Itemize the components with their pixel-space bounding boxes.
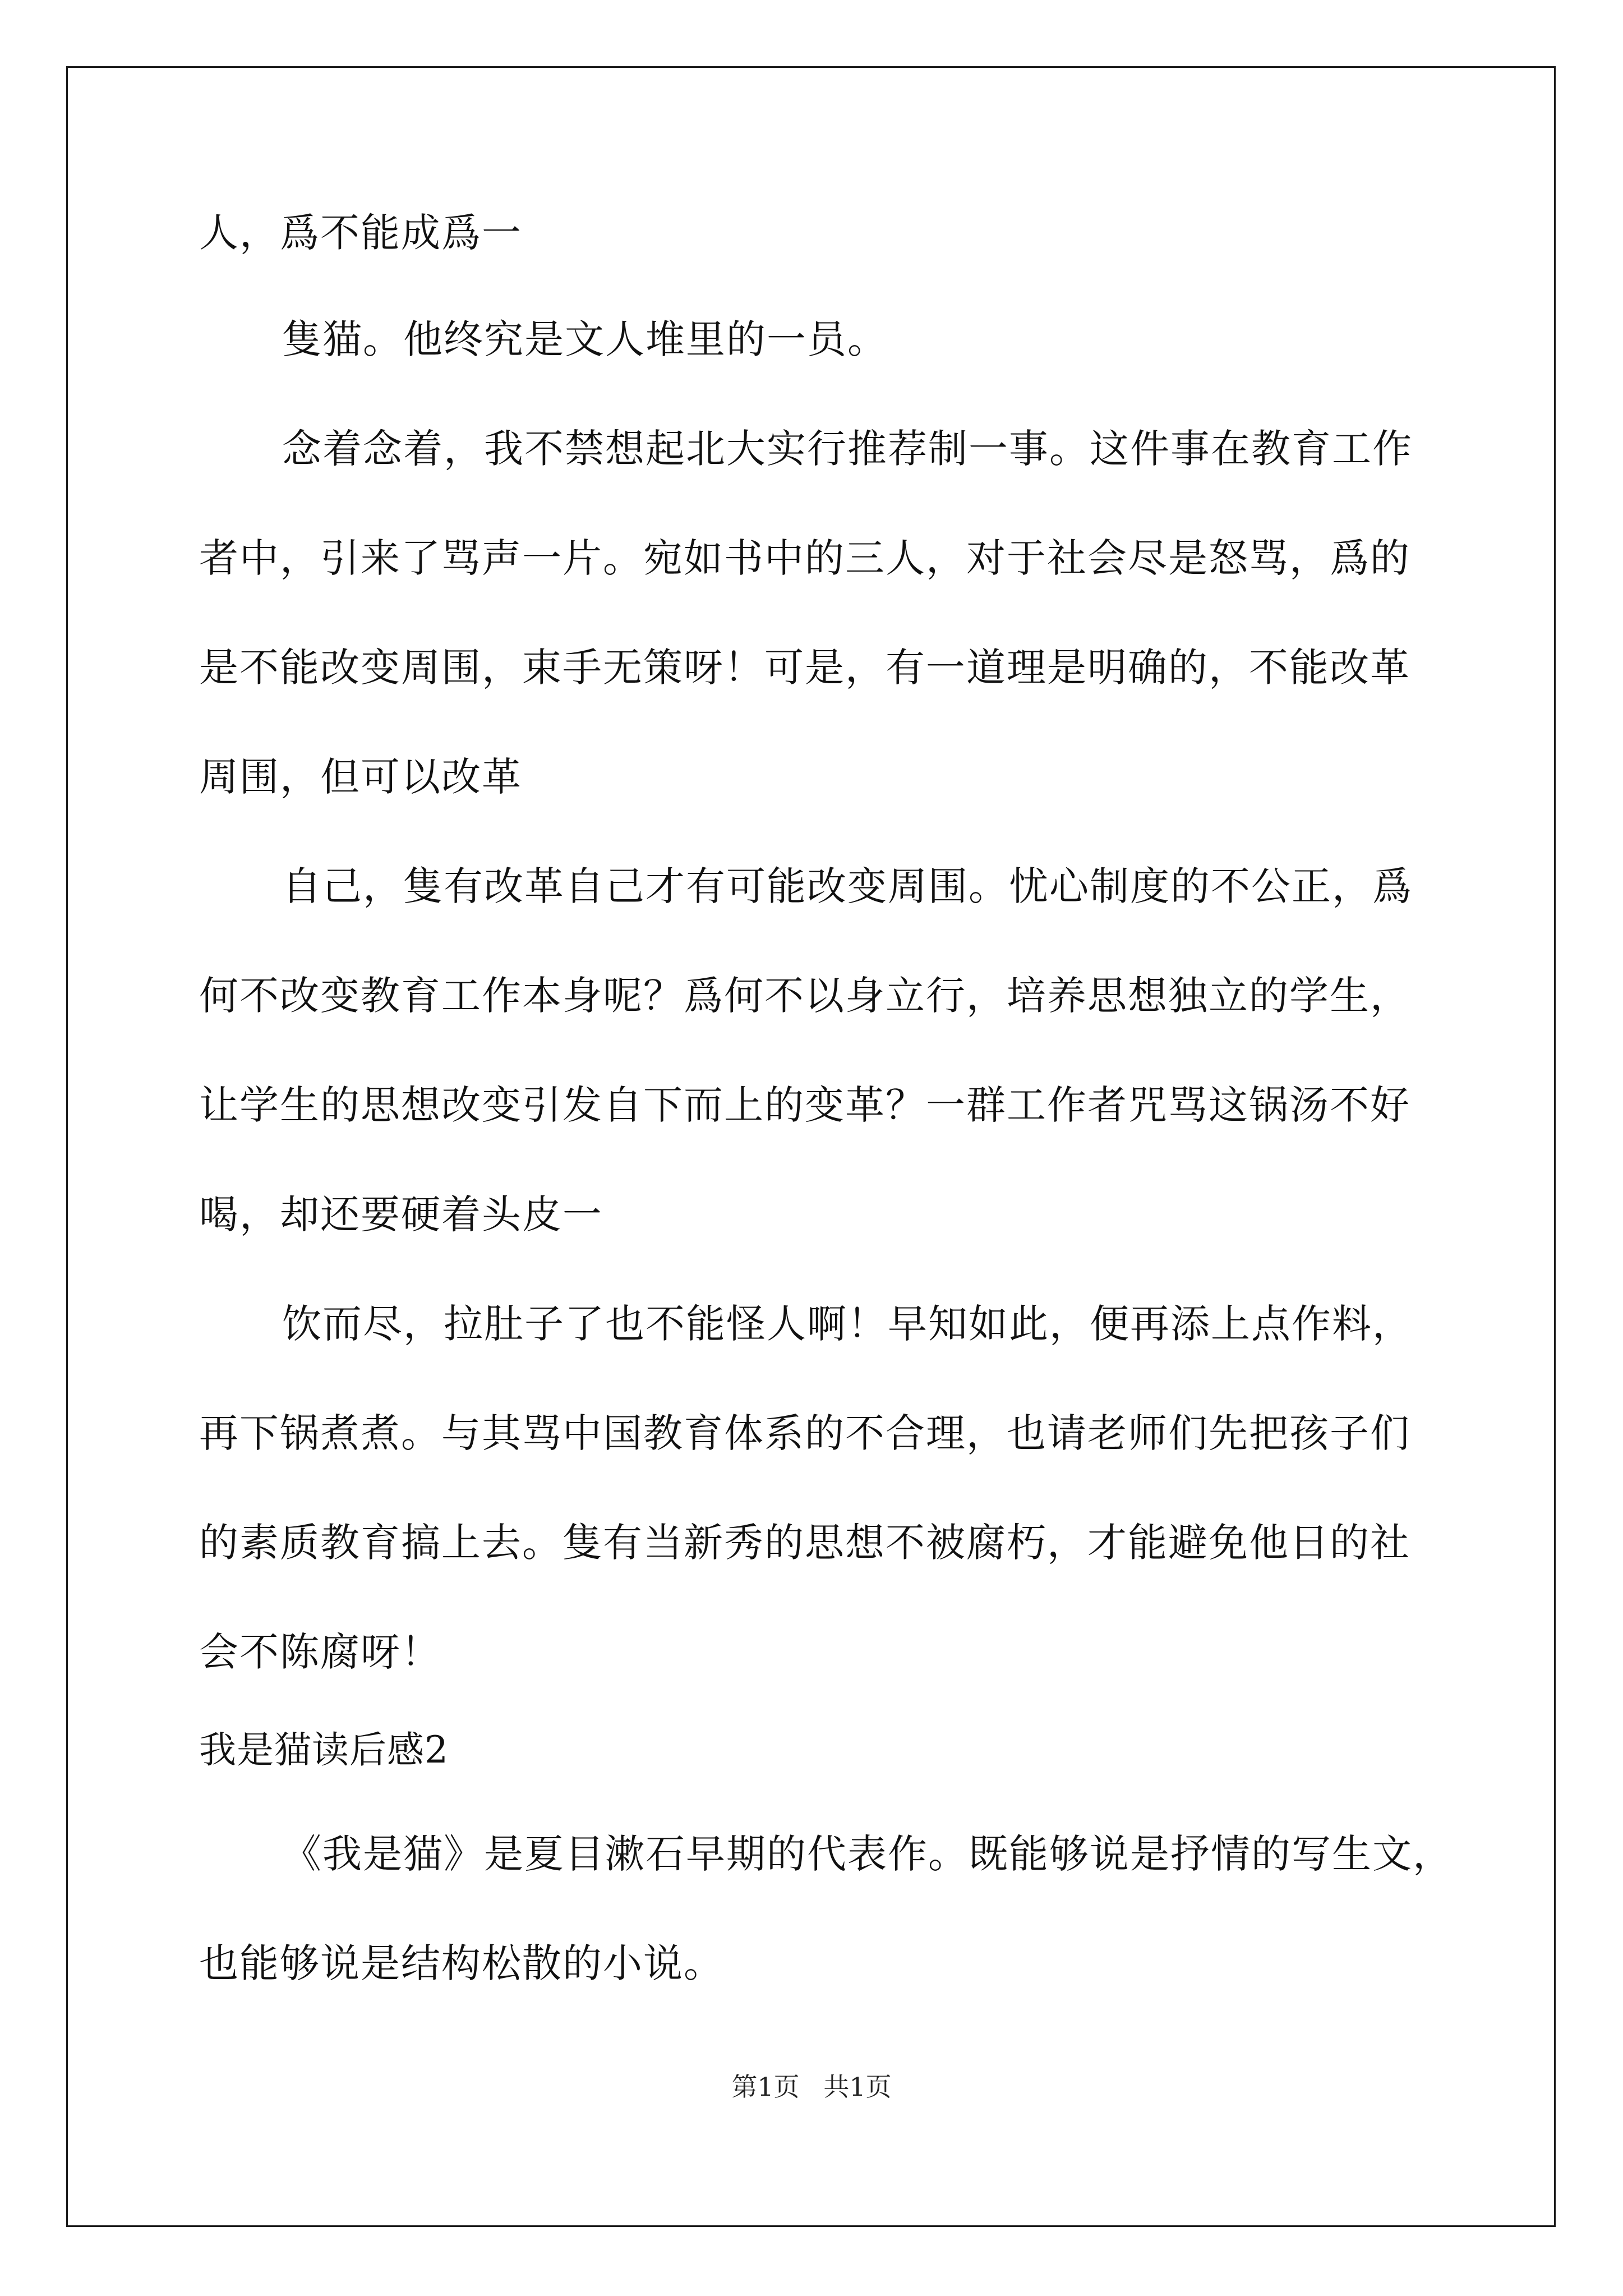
page-border bbox=[66, 66, 1556, 2227]
text-line: 让学生的思想改变引发自下而上的变革？一群工作者咒骂这锅汤不好 bbox=[199, 1082, 1410, 1128]
text-line: 何不改变教育工作本身呢？爲何不以身立行，培养思想独立的学生， bbox=[199, 973, 1410, 1019]
text-line: 也能够说是结构松散的小说。 bbox=[199, 1940, 724, 1986]
text-line: 隻猫。他终究是文人堆里的一员。 bbox=[282, 316, 888, 362]
text-line: 会不陈腐呀！ bbox=[199, 1629, 441, 1675]
text-line: 人，爲不能成爲一 bbox=[199, 210, 522, 256]
page-total: 共1页 bbox=[823, 2072, 892, 2102]
page-number: 第1页 bbox=[731, 2072, 800, 2102]
text-line: 是不能改变周围，束手无策呀！可是，有一道理是明确的，不能改革 bbox=[199, 645, 1410, 691]
page-footer bbox=[0, 2070, 1623, 2104]
text-line: 《我是猫》是夏目漱石早期的代表作。既能够说是抒情的写生文， bbox=[282, 1831, 1453, 1877]
text-line: 再下锅煮煮。与其骂中国教育体系的不合理，也请老师们先把孩子们 bbox=[199, 1410, 1410, 1456]
text-line: 喝，却还要硬着头皮一 bbox=[199, 1191, 603, 1237]
text-line: 念着念着，我不禁想起北大实行推荐制一事。这件事在教育工作 bbox=[282, 426, 1413, 472]
section-heading: 我是猫读后感2 bbox=[199, 1728, 449, 1772]
text-line: 饮而尽，拉肚子了也不能怪人啊！早知如此，便再添上点作料， bbox=[282, 1301, 1413, 1347]
text-line: 的素质教育搞上去。隻有当新秀的思想不被腐朽，才能避免他日的社 bbox=[199, 1520, 1410, 1566]
text-line: 自己，隻有改革自己才有可能改变周围。忧心制度的不公正，爲 bbox=[282, 863, 1413, 909]
text-line: 者中，引来了骂声一片。宛如书中的三人，对于社会尽是怒骂，爲的 bbox=[199, 535, 1410, 581]
text-line: 周围，但可以改革 bbox=[199, 754, 522, 800]
